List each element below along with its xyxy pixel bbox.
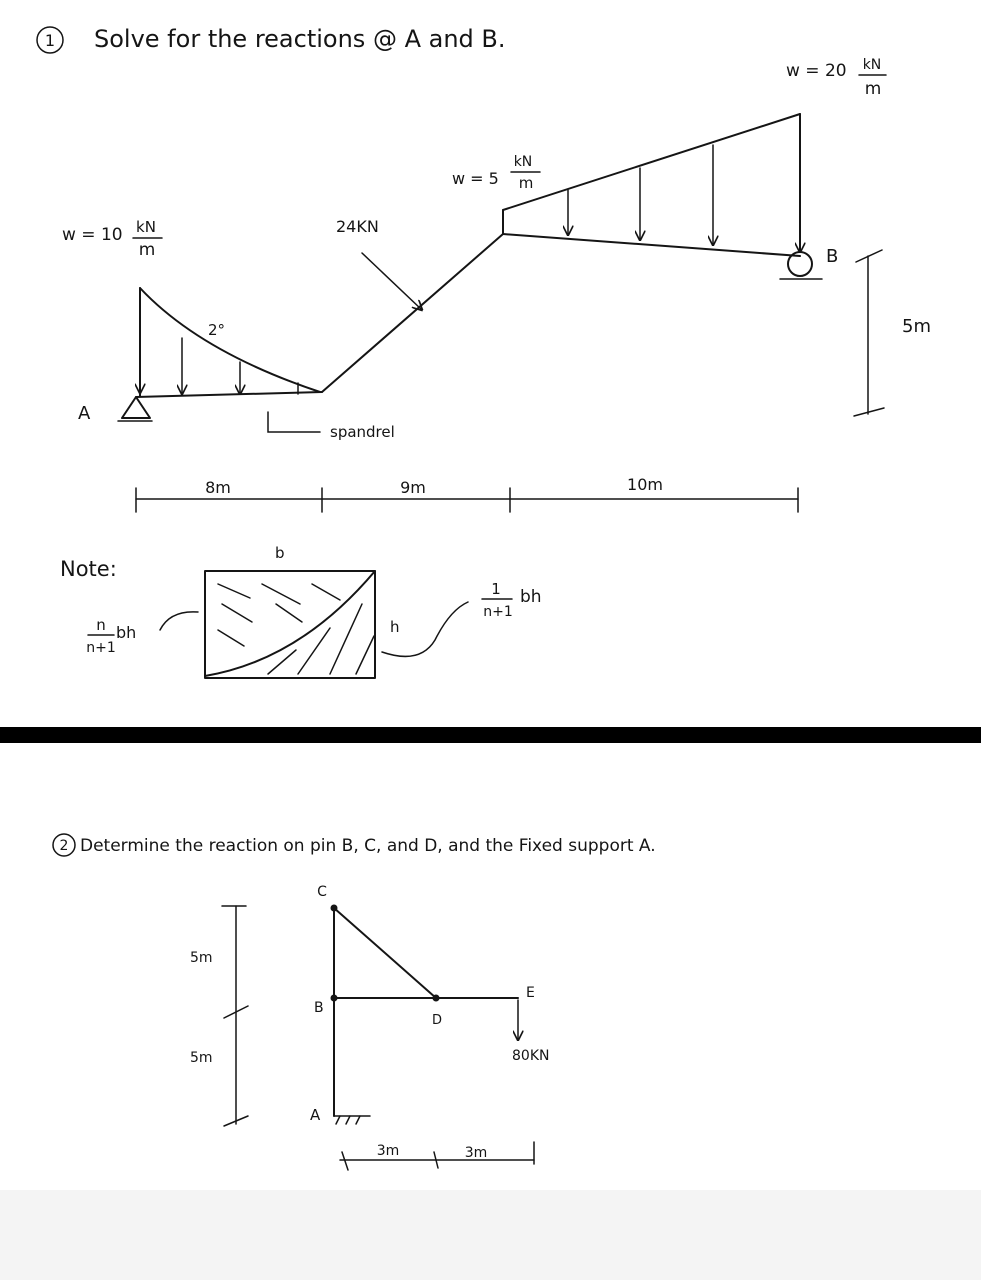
support-a-label: A xyxy=(78,403,91,424)
trapezoid-load xyxy=(503,114,800,252)
frame-height-dimensions xyxy=(190,906,248,1126)
problem1-number: 1 xyxy=(44,31,56,50)
width-dimension-label: 3m xyxy=(464,1145,488,1161)
point-load xyxy=(336,217,422,310)
hatch-mark xyxy=(356,636,374,674)
note-height-label: h xyxy=(390,618,400,636)
support-a xyxy=(78,397,152,424)
load-mid-unit-den: m xyxy=(518,174,534,192)
load-left-w: w = 10 xyxy=(62,225,123,245)
load-left-unit-den: m xyxy=(138,240,156,260)
height-dimension-label: 5m xyxy=(902,316,931,337)
point-load-label: 24KN xyxy=(336,217,379,236)
load-label: 80KN xyxy=(512,1048,550,1064)
span-label: 9m xyxy=(400,478,426,497)
spandrel-curve xyxy=(140,288,320,392)
hatch-mark xyxy=(276,604,302,622)
load-left-unit-num: kN xyxy=(136,218,156,236)
problem2-header xyxy=(53,834,656,856)
note-left-suffix: bh xyxy=(116,623,137,642)
support-b-label: B xyxy=(826,246,839,267)
frame-width-dimensions xyxy=(340,1142,534,1170)
beam-inclined xyxy=(322,234,503,392)
spandrel-label: spandrel xyxy=(330,423,395,441)
load-mid-unit-num: kN xyxy=(513,154,533,170)
note-left-denominator: n+1 xyxy=(86,640,116,656)
hatch-mark xyxy=(222,604,252,622)
trapezoid-top xyxy=(503,114,800,210)
hatch-mark xyxy=(312,584,340,600)
beam xyxy=(136,234,800,397)
hatch-mark xyxy=(218,630,244,646)
support-b xyxy=(780,246,838,279)
node-c-label: C xyxy=(317,884,327,900)
spandrel-load xyxy=(140,288,320,396)
ground-hatch xyxy=(336,1116,340,1124)
height-dimension xyxy=(854,250,931,416)
pin-d-icon xyxy=(433,995,440,1002)
load-label-right xyxy=(786,57,886,99)
hatch-mark xyxy=(298,628,330,674)
dimension-tick xyxy=(856,250,882,262)
pin-c-icon xyxy=(331,905,338,912)
pin-support-icon xyxy=(122,397,150,418)
node-d-label: D xyxy=(432,1013,443,1028)
ground-hatch xyxy=(346,1116,350,1124)
span-label: 10m xyxy=(627,475,663,494)
problem2-statement: Determine the reaction on pin B, C, and D, and the Fixed support A. xyxy=(80,836,656,856)
span-dimensions xyxy=(136,475,798,512)
note-left-numerator: n xyxy=(96,616,106,634)
load-mid-w: w = 5 xyxy=(452,169,499,188)
load-label-left xyxy=(62,218,162,260)
load-right-w: w = 20 xyxy=(786,61,847,81)
note-section xyxy=(60,544,542,678)
height-dimension-label: 5m xyxy=(190,1050,213,1066)
pin-b-icon xyxy=(331,995,338,1002)
note-base-label: b xyxy=(275,544,285,562)
spandrel-leader xyxy=(268,412,320,432)
node-b-label: B xyxy=(314,1000,324,1016)
note-left-leader xyxy=(160,612,198,630)
note-parabola xyxy=(205,571,375,676)
hatch-mark xyxy=(330,604,362,674)
note-right-suffix: bh xyxy=(520,587,542,607)
beam-horizontal-left xyxy=(136,392,322,397)
hatch-mark xyxy=(218,584,250,598)
hatch-mark xyxy=(262,584,300,604)
load-right-unit-num: kN xyxy=(862,57,882,73)
note-right-denominator: n+1 xyxy=(483,604,513,620)
spandrel-callout xyxy=(268,412,395,441)
width-dimension-label: 3m xyxy=(376,1143,400,1159)
problem2-number: 2 xyxy=(59,838,69,854)
load-label-mid xyxy=(452,154,540,192)
point-load-arrow xyxy=(362,253,422,310)
note-rectangle xyxy=(205,571,375,678)
problem1-statement: Solve for the reactions @ A and B. xyxy=(94,25,506,53)
node-a-label: A xyxy=(310,1106,321,1124)
note-title: Note: xyxy=(60,557,117,581)
note-right-numerator: 1 xyxy=(491,580,501,598)
load-right-unit-den: m xyxy=(864,79,882,99)
span-label: 8m xyxy=(205,478,231,497)
frame xyxy=(310,884,549,1124)
height-dimension-label: 5m xyxy=(190,950,213,966)
angle-label: 2° xyxy=(208,321,226,339)
node-e-label: E xyxy=(526,985,535,1001)
member-cd xyxy=(334,908,436,998)
dimension-tick xyxy=(342,1152,348,1170)
ground-hatch xyxy=(356,1116,360,1124)
beam-horizontal-right xyxy=(503,234,800,256)
problem1-header xyxy=(37,25,506,53)
dimension-tick xyxy=(854,408,884,416)
